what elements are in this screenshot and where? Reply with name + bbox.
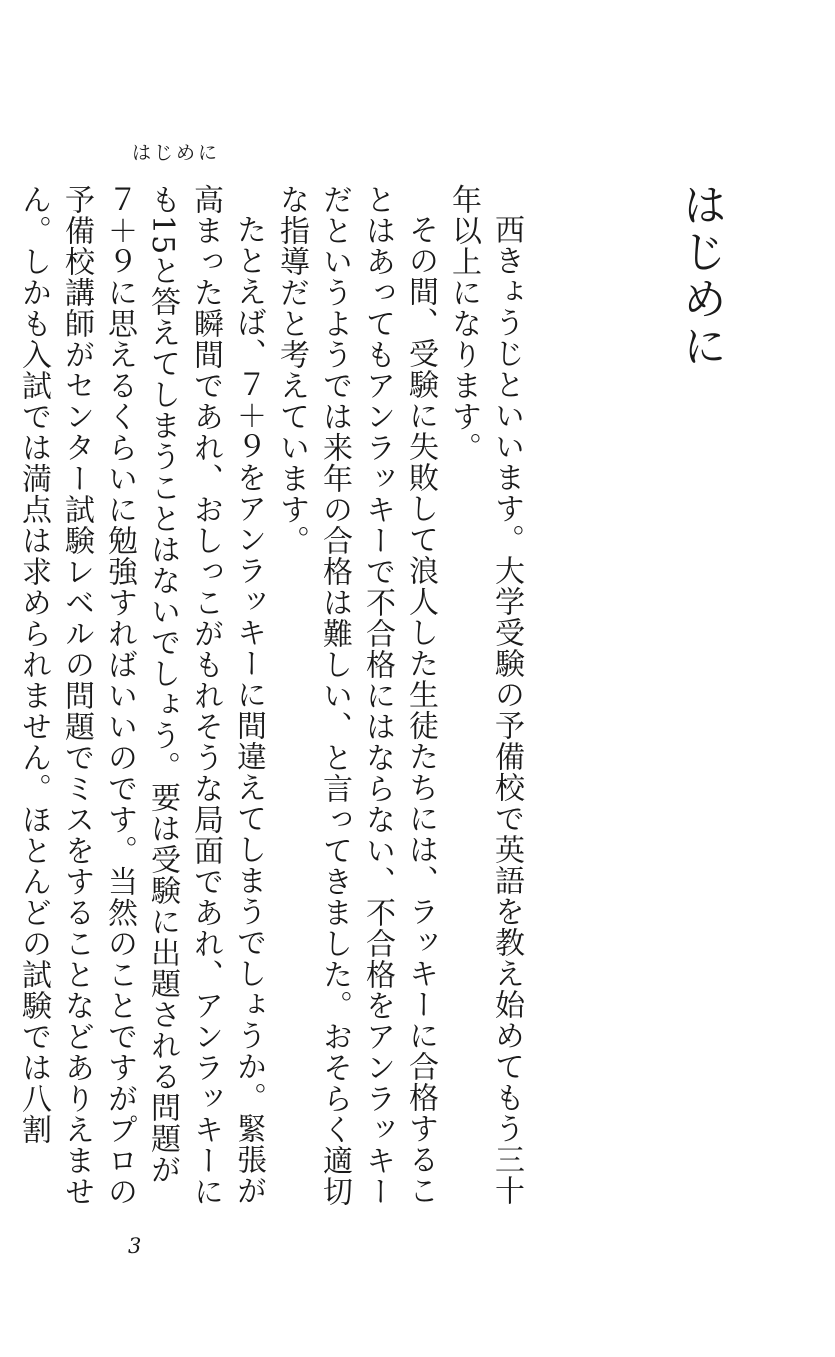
body-text xyxy=(16,184,528,1214)
paragraph-2: その間、受験に失敗して浪人した生徒たちには、ラッキーに合格することはあってもアンラッキーで不合格にはならない、不合格をアンラッキーだというようでは来年の合格は難しい、と言ってきました。おそらく適切な指導だと考えています。 xyxy=(274,184,438,1207)
page-number: 3 xyxy=(128,1234,142,1258)
paragraph-1: 西きょうじといいます。大学受験の予備校で英語を教え始めてもう三十年以上になります。 xyxy=(446,184,524,1206)
chapter-title: はじめに xyxy=(675,182,726,370)
paragraph-3: たとえば、７＋９をアンラッキーに間違えてしまうでしょうか。緊張が高まった瞬間であれ、おしっこがもれそうな局面であれ、アンラッキーにも15と答えてしまうことはないでしょう。要は受験に出題される問題が７＋９に思えるくらいに勉強すればいいのです。当然のことですがプロの予備校講師がセンター試験レベルの問題でミスをすることなどありえません。しかも入試では満点は求められません。ほとんどの試験では八割 xyxy=(16,184,266,1207)
running-head: はじめに xyxy=(132,142,221,164)
